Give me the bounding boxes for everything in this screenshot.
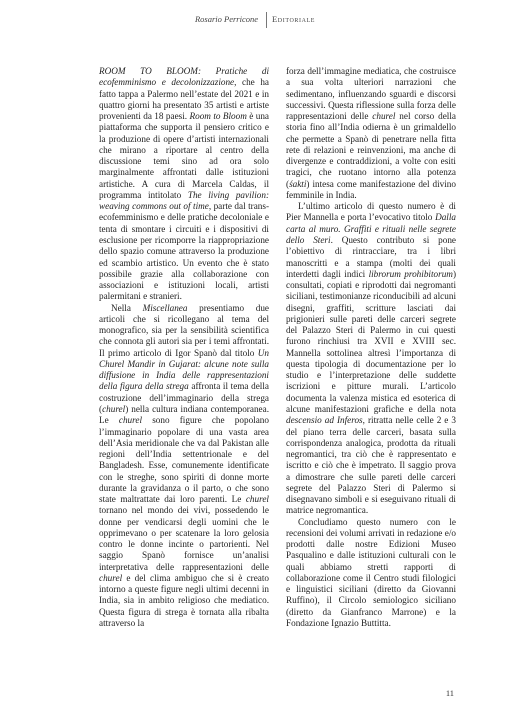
italic-text: The living pavilion: weaving commons out of time (99, 189, 269, 212)
running-header (0, 12, 510, 28)
running-header-author: Rosario Perricone (194, 14, 258, 24)
italic-text: churel (99, 572, 123, 583)
body-text: , che ha fatto tappa a Palermo nell’estate del 2021 e in quattro giorni ha presentato 35 artisti e artiste provenienti da 18 paesi. (99, 77, 269, 122)
italic-text: churel (372, 111, 396, 122)
page-number: 11 (445, 688, 454, 698)
running-header-section: Editoriale (272, 14, 316, 24)
left-text-column (99, 66, 269, 629)
body-text: tornano nel mondo dei vivi, possedendo le donne per vendicarsi degli uomini che le opprimevano o per scatenare la loro gelosia contro le donne incinte o partorienti. Nel saggio Spanò fornisce un’analisi interpretativa delle rappresentazioni delle (99, 505, 269, 572)
italic-text: churel (118, 415, 143, 426)
body-text: ) nella cultura indiana contemporanea. Le (99, 403, 269, 426)
italic-text: śakti (289, 178, 307, 189)
body-text: . Questo contributo si pone l’obiettivo di rintracciare, tra i libri manoscritti e a stampa (molti dei quali interdetti dagli indici (286, 234, 456, 279)
italic-text: Dalla carta al muro. Graffiti e rituali nelle segrete dello Steri (286, 212, 456, 245)
italic-text: Miscellanea (142, 302, 188, 313)
paragraph (286, 517, 456, 630)
italic-text: librorum prohibitorum (368, 268, 453, 279)
body-text: Concludiamo questo numero con le recensioni dei volumi arrivati in redazione e/o prodotti dalle nostre Edizioni Museo Pasqualino e dalle istituzioni culturali con le quali abbiamo stretti rapporti di collaborazione come il Centro studi filologici e linguistici siciliani (diretto da Giovanni Ruffino), il Circolo semiologico siciliano (diretto da Gianfranco Marrone) e la Fondazione Ignazio Buttitta. (286, 516, 456, 629)
right-text-column (286, 66, 456, 629)
body-text: forza dell’immagine mediatica, che costruisce a sua volta ulteriori narrazioni che sedimentano, influenzando sguardi e discorsi successivi. Questa riflessione sulla forza delle rappresentazioni delle (286, 66, 456, 122)
body-text: L’ultimo articolo di questo numero è di Pier Mannella e porta l’evocativo titolo (286, 201, 456, 223)
body-text: ) consultati, copiati e riprodotti dai negromanti siciliani, testimonianze riconducibili ad alcuni disegni, graffiti, scritture lasciati dai prigionieri sulle pareti delle carceri segrete del Palazzo Steri di Palermo in cui questi furono rinchiusi tra XVII e XVIII sec. Mannella sottolinea altresì l’importanza di questa tipologia di documentazione per lo studio e l’interpretazione delle suddette iscrizioni e pitture murali. L’articolo documenta la valenza mistica ed esoterica di alcune manifestazioni grafiche e della nota (286, 268, 456, 414)
body-text: e del clima ambiguo che si è creato intorno a queste figure negli ultimi decenni in India, sia in ambito religioso che mediatico. Questa figura di strega è tornata alla ribalta attraverso la (99, 572, 269, 629)
italic-text: churel (245, 494, 269, 505)
italic-text: ROOM TO BLOOM: Pratiche di ecofemminismo e decolonizzazione (99, 66, 269, 88)
body-text: sono figure che popolano l’immaginario popolare di una vasta area dell’Asia meridionale che va dal Pakistan alle regioni dell’India settentrionale e del Bangladesh. Esse, comunemente identificate con le streghe, sono spiriti di donne morte durante la gravidanza o il parto, o che sono state maltrattate dai loro parenti. Le (99, 415, 269, 505)
body-text: è una piattaforma che supporta il pensiero critico e la produzione di opere d’artisti internazionali che mirano a riportare al centro della discussione temi sino ad ora solo marginalmente affrontati dalle istituzioni artistiche. A cura di Marcela Caldas, il programma intitolato (99, 111, 269, 200)
body-text: Nella (111, 302, 143, 313)
body-text: presentiamo due articoli che si ricollegano al tema del monografico, sia per la sensibilità scientifica che connota gli autori sia per i temi affrontati. Il primo articolo di Igor Spanò dal titolo (99, 302, 269, 358)
body-text: nel corso della storia fino all’India odierna è un grimaldello che permette a Spanò di penetrare nella fitta rete di relazioni e reinvenzioni, ma anche di divergenze e contraddizioni, a volte con esiti tragici, che ruotano intorno alla potenza ( (286, 111, 456, 189)
paragraph (99, 66, 269, 303)
paragraph (286, 201, 456, 516)
body-text: affronta il tema della costruzione dell’immaginario della strega ( (99, 381, 269, 414)
italic-text: churel (102, 403, 126, 414)
header-divider (266, 12, 267, 28)
italic-text: descensio ad Inferos (286, 415, 363, 426)
paragraph (286, 66, 456, 201)
body-text: , parte dal trans-ecofemminismo e delle pratiche decoloniale e tenta di smontare i circuiti e i dispositivi di esclusione per ricomporre la riappropriazione dello spazio comune attraverso la produzione ed scambio artistico. Un evento che è stato possibile grazie alla collaborazione con associazioni e istituzioni locali, artisti palermitani e stranieri. (99, 201, 269, 302)
body-text: ) intesa come manifestazione del divino femminile in India. (286, 178, 456, 200)
paragraph (99, 303, 269, 630)
italic-text: Un Churel Mandir in Gujarat: alcune note sulla diffusione in India delle rappresentazioni della figura della strega (99, 347, 269, 392)
body-text: , ritratta nelle celle 2 e 3 del piano terra delle carceri, basata sulla corrispondenza analogica, prodotta da rituali negromantici, tra ciò che è rappresentato e iscritto e ciò che è impetrato. Il saggio prova a dimostrare che sulle pareti delle carceri segrete del Palazzo Steri di Palermo si disegnavano simboli e si eseguivano rituali di matrice negromantica. (286, 415, 456, 516)
italic-text: Room to Bloom (189, 111, 247, 122)
